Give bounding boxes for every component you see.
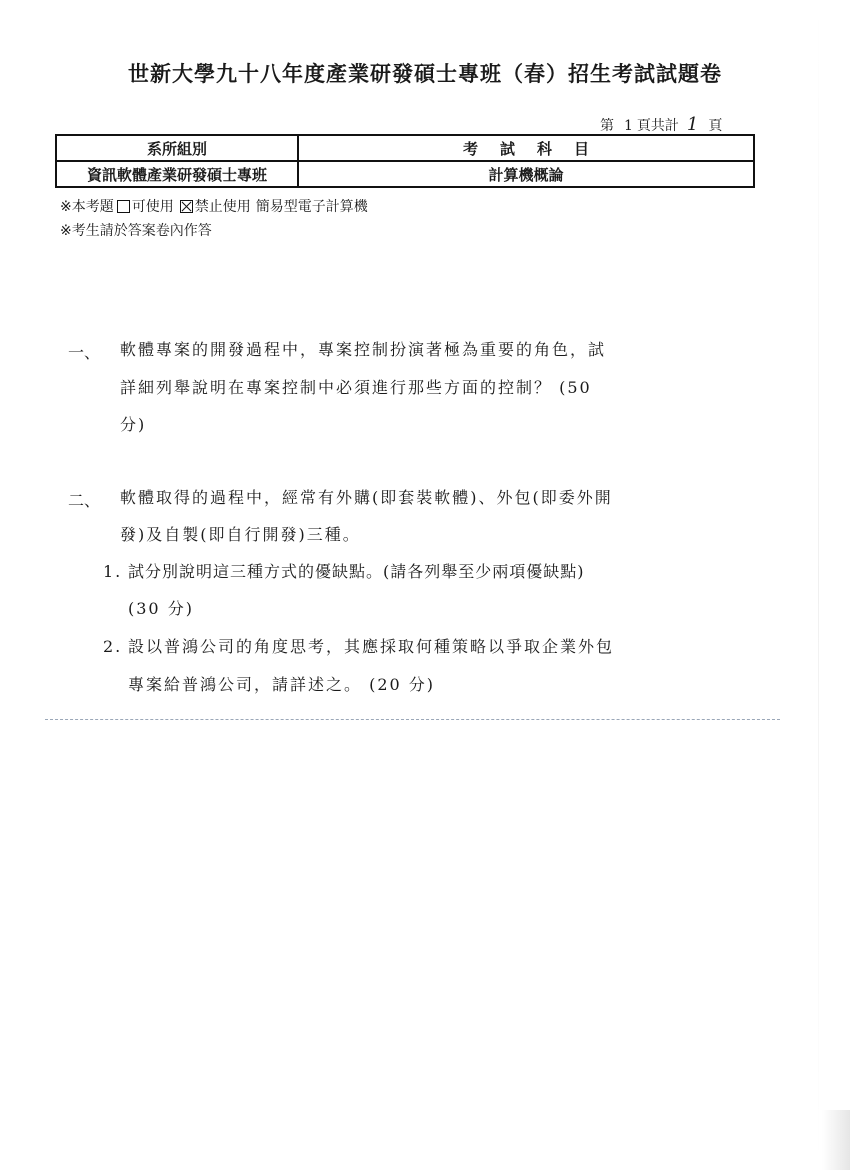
question-2-sub-1-line-2: (30 分) [128,599,194,618]
info-table-value-row [56,161,754,187]
answer-sheet-note: ※考生請於答案卷內作答 [60,223,212,239]
calculator-note [60,196,368,216]
question-2-line-1: 軟體取得的過程中，經常有外購(即套裝軟體)、外包(即委外開 [120,488,613,507]
department-value: 資訊軟體產業研發碩士專班 [86,165,267,184]
page-number: 1 [624,118,633,134]
subject-value: 計算機概論 [488,165,564,184]
subject-value-cell [298,161,754,187]
option-forbidden: 禁止使用 [194,199,251,215]
scan-corner-shadow [822,1110,850,1170]
scan-edge [818,0,819,1170]
question-2-number: 二、 [68,491,101,510]
question-2-sub-1-number: 1. [103,562,123,581]
subject-header-cell [298,135,754,161]
question-2-sub-2-number: 2. [103,637,123,656]
page-prefix: 第 [600,118,614,134]
question-1-line-1: 軟體專案的開發過程中，專案控制扮演著極為重要的角色，試 [120,340,607,359]
info-table-header-row [56,135,754,161]
section-divider [45,719,780,720]
question-1-line-3: 分) [120,415,147,434]
subject-header: 考試科目 [462,139,611,158]
exam-info-table [55,134,755,188]
exam-title: 世新大學九十八年度產業研發碩士專班（春）招生考試試題卷 [128,61,722,86]
question-2-sub-2-line-2: 專案給普鴻公司，請詳述之。 (20 分) [128,675,436,694]
checked-x-box-icon [180,200,193,213]
question-1-number: 一、 [68,343,101,362]
question-2-sub-2-line-1: 設以普鴻公司的角度思考，其應採取何種策略以爭取企業外包 [128,637,615,656]
empty-checkbox-icon [117,200,130,213]
question-2-sub-1-line-1: 試分別說明這三種方式的優缺點。(請各列舉至少兩項優缺點) [128,562,585,581]
calculator-note-suffix: 簡易型電子計算機 [255,199,368,215]
question-1-line-2: 詳細列舉說明在專案控制中必須進行那些方面的控制？ (50 [120,378,592,397]
page-total-prefix: 頁共計 [636,118,679,134]
option-allowed: 可使用 [131,199,174,215]
question-2-line-2: 發)及自製(即自行開發)三種。 [120,525,361,544]
page-count [600,114,750,134]
page-suffix: 頁 [708,118,723,134]
department-header-cell [56,135,298,161]
department-header: 系所組別 [146,139,207,158]
page-total: 1 [686,114,699,135]
department-value-cell [56,161,298,187]
calculator-note-prefix: ※本考題 [60,199,114,215]
